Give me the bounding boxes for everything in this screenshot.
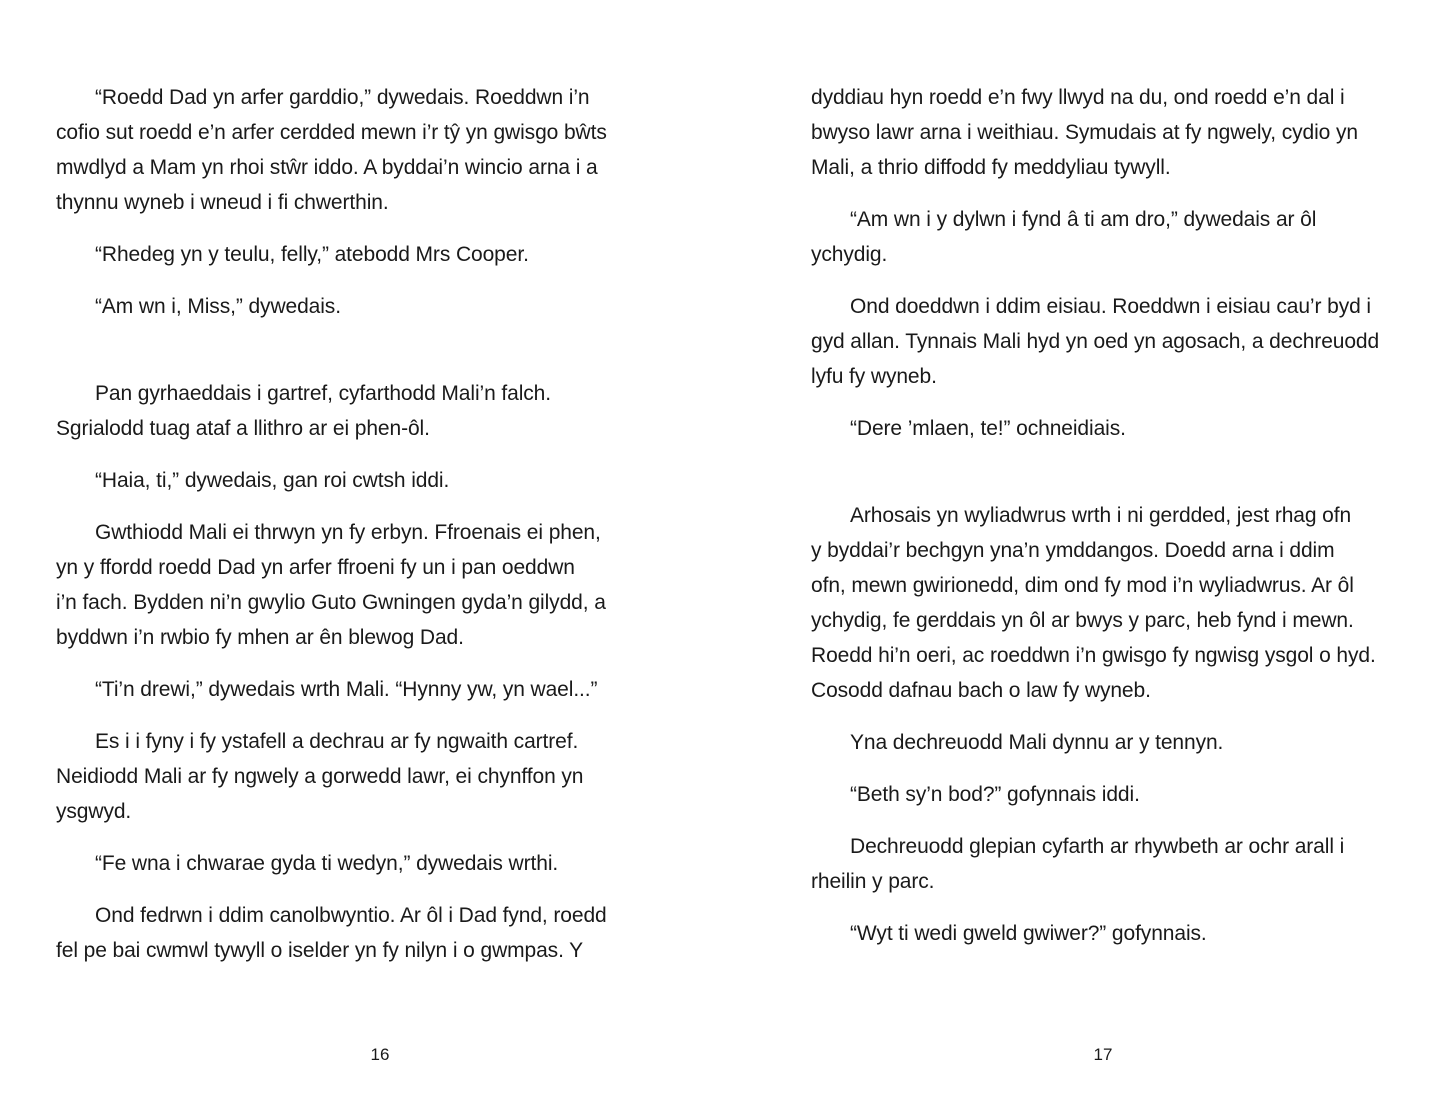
- text-line: “Haia, ti,” dywedais, gan roi cwtsh iddi.: [95, 469, 450, 492]
- paragraph: [56, 846, 646, 881]
- text-line: yn y ffordd roedd Dad yn arfer ffroeni fy un i pan oeddwn: [56, 556, 575, 579]
- text-line: Arhosais yn wyliadwrus wrth i ni gerdded, jest rhag ofn: [850, 504, 1352, 527]
- paragraph: [811, 829, 1401, 899]
- text-line: dyddiau hyn roedd e’n fwy llwyd na du, ond roedd e’n dal i: [811, 86, 1345, 109]
- text-line: “Am wn i y dylwn i fynd â ti am dro,” dywedais ar ôl: [850, 208, 1317, 231]
- text-line: Dechreuodd glepian cyfarth ar rhywbeth ar ochr arall i: [850, 835, 1345, 858]
- page-number-right: 17: [1093, 1045, 1113, 1064]
- paragraph: [56, 463, 646, 498]
- paragraph: [56, 80, 646, 220]
- paragraph: [56, 724, 646, 829]
- left-page: [56, 80, 646, 985]
- text-line: “Wyt ti wedi gweld gwiwer?” gofynnais.: [850, 922, 1207, 945]
- text-line: ysgwyd.: [56, 800, 132, 823]
- paragraph: [56, 237, 646, 272]
- paragraph: [56, 515, 646, 655]
- text-line: “Dere ’mlaen, te!” ochneidiais.: [850, 417, 1126, 440]
- text-line: Yna dechreuodd Mali dynnu ar y tennyn.: [850, 731, 1224, 754]
- text-line: ychydig, fe gerddais yn ôl ar bwys y parc, heb fynd i mewn.: [811, 609, 1354, 632]
- paragraph: [811, 289, 1401, 394]
- text-line: “Am wn i, Miss,” dywedais.: [95, 295, 341, 318]
- text-line: rheilin y parc.: [811, 870, 935, 893]
- text-line: “Fe wna i chwarae gyda ti wedyn,” dywedais wrthi.: [95, 852, 559, 875]
- paragraph: [56, 672, 646, 707]
- page-number-left: 16: [370, 1045, 390, 1064]
- text-line: thynnu wyneb i wneud i fi chwerthin.: [56, 191, 389, 214]
- right-page: [811, 80, 1401, 968]
- text-line: Ond doeddwn i ddim eisiau. Roeddwn i eisiau cau’r byd i: [850, 295, 1371, 318]
- text-line: bwyso lawr arna i weithiau. Symudais at fy ngwely, cydio yn: [811, 121, 1358, 144]
- text-line: Ond fedrwn i ddim canolbwyntio. Ar ôl i Dad fynd, roedd: [95, 904, 607, 927]
- paragraph: [811, 725, 1401, 760]
- text-line: ychydig.: [811, 243, 888, 266]
- text-line: Pan gyrhaeddais i gartref, cyfarthodd Mali’n falch.: [95, 382, 551, 405]
- text-line: Roedd hi’n oeri, ac roeddwn i’n gwisgo fy ngwisg ysgol o hyd.: [811, 644, 1376, 667]
- text-line: Es i i fyny i fy ystafell a dechrau ar fy ngwaith cartref.: [95, 730, 579, 753]
- paragraph: [56, 898, 646, 968]
- paragraph: [811, 202, 1401, 272]
- text-line: lyfu fy wyneb.: [811, 365, 937, 388]
- text-line: “Ti’n drewi,” dywedais wrth Mali. “Hynny yw, yn wael...”: [95, 678, 598, 701]
- text-line: gyd allan. Tynnais Mali hyd yn oed yn agosach, a dechreuodd: [811, 330, 1380, 353]
- paragraph: [811, 777, 1401, 812]
- text-line: byddwn i’n rwbio fy mhen ar ên blewog Dad.: [56, 626, 464, 649]
- paragraph: [811, 916, 1401, 951]
- text-line: “Roedd Dad yn arfer garddio,” dywedais. Roeddwn i’n: [95, 86, 590, 109]
- paragraph: [811, 498, 1401, 708]
- paragraph: [56, 376, 646, 446]
- text-line: fel pe bai cwmwl tywyll o iselder yn fy nilyn i o gwmpas. Y: [56, 939, 584, 962]
- text-line: i’n fach. Bydden ni’n gwylio Guto Gwningen gyda’n gilydd, a: [56, 591, 606, 614]
- text-line: cofio sut roedd e’n arfer cerdded mewn i’r tŷ yn gwisgo bŵts: [56, 121, 607, 144]
- text-line: Mali, a thrio diffodd fy meddyliau tywyll.: [811, 156, 1171, 179]
- text-line: Gwthiodd Mali ei thrwyn yn fy erbyn. Ffroenais ei phen,: [95, 521, 601, 544]
- text-line: Neidiodd Mali ar fy ngwely a gorwedd lawr, ei chynffon yn: [56, 765, 584, 788]
- text-line: Sgrialodd tuag ataf a llithro ar ei phen-ôl.: [56, 417, 430, 440]
- paragraph: [811, 80, 1401, 185]
- text-line: “Beth sy’n bod?” gofynnais iddi.: [850, 783, 1140, 806]
- text-line: “Rhedeg yn y teulu, felly,” atebodd Mrs Cooper.: [95, 243, 529, 266]
- paragraph: [811, 411, 1401, 446]
- text-line: Cosodd dafnau bach o law fy wyneb.: [811, 679, 1151, 702]
- text-line: mwdlyd a Mam yn rhoi stŵr iddo. A byddai’n wincio arna i a: [56, 156, 598, 179]
- paragraph: [56, 289, 646, 324]
- text-line: ofn, mewn gwirionedd, dim ond fy mod i’n wyliadwrus. Ar ôl: [811, 574, 1354, 597]
- text-line: y byddai’r bechgyn yna’n ymddangos. Doedd arna i ddim: [811, 539, 1335, 562]
